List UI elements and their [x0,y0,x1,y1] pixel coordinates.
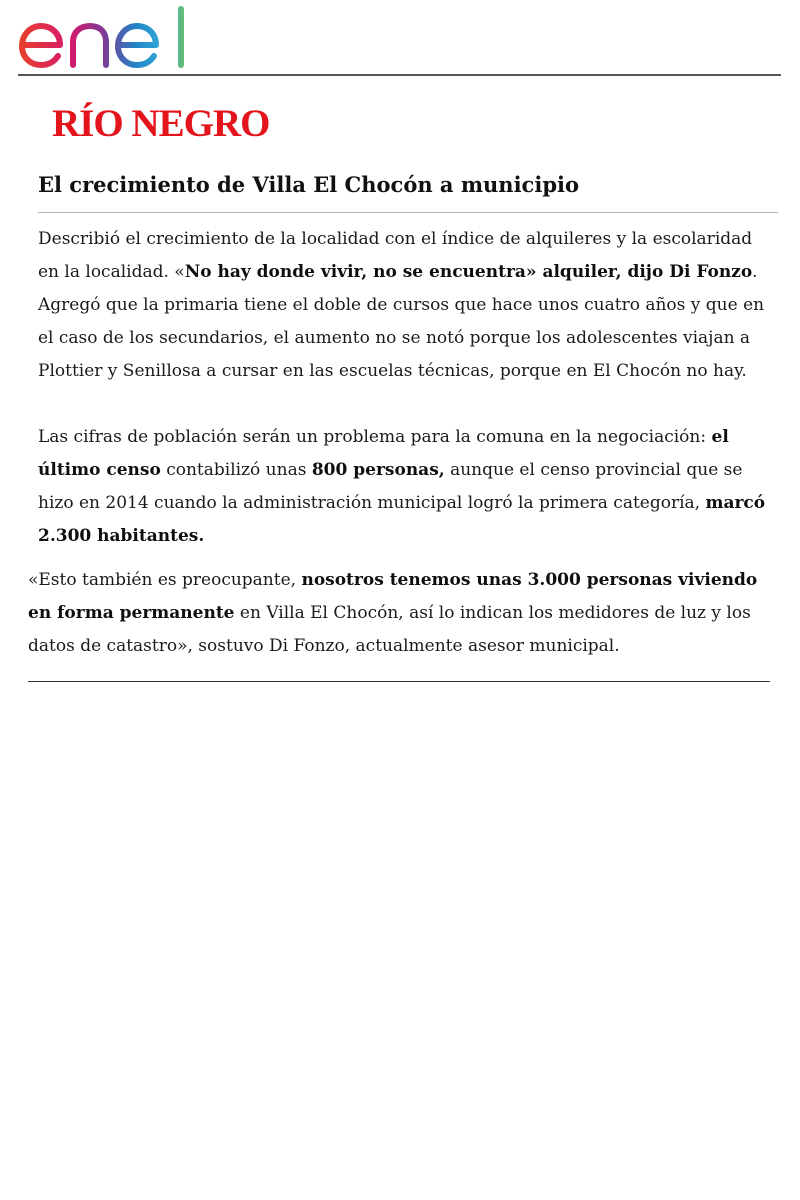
brand-header [18,0,781,76]
article-bottom-divider [28,681,770,682]
paragraph-text: contabilizó unas [160,460,312,480]
paragraph-bold-text: marcó 2.300 habitantes. [38,493,766,546]
paragraph-bold-text: el último censo [38,427,729,480]
paragraph-bold-text: nosotros tenemos unas 3.000 personas viviendo en forma permanente [28,570,758,623]
paragraph-text: . Agregó que la primaria tiene el doble de cursos que hace unos cuatro años y que en el caso de los secundarios, el aumento no se notó porque los adolescentes viajan a Plottier y Senillosa a cursar en las escuelas técnicas, porque en El Chocón no hay. [38,262,765,381]
paragraph-text: Las cifras de población serán un problema para la comuna en la negociación: [38,427,712,447]
paragraph-bold-text: 800 personas, [311,460,445,480]
paragraph-bold-text: No hay donde vivir, no se encuentra» alquiler, dijo Di Fonzo [184,262,753,282]
paragraph-text: Describió el crecimiento de la localidad con el índice de alquileres y la escolaridad en la localidad. « [38,229,753,282]
article-headline: El crecimiento de Villa El Chocón a municipio [38,168,778,213]
article-paragraph [38,223,778,388]
paragraph-text: aunque el censo provincial que se hizo en 2014 cuando la administración municipal logró la primera categoría, [38,460,743,513]
enel-logo-graphic [18,4,192,70]
paragraph-text: en Villa El Chocón, así lo indican los medidores de luz y los datos de catastro», sostuvo Di Fonzo, actualmente asesor municipal. [28,603,751,656]
article-paragraph [38,421,778,553]
publication-logo: RÍO NEGRO [52,102,270,145]
paragraph-text: «Esto también es preocupante, [28,570,302,590]
enel-logo [18,4,192,70]
article-quote-paragraph [28,564,770,663]
